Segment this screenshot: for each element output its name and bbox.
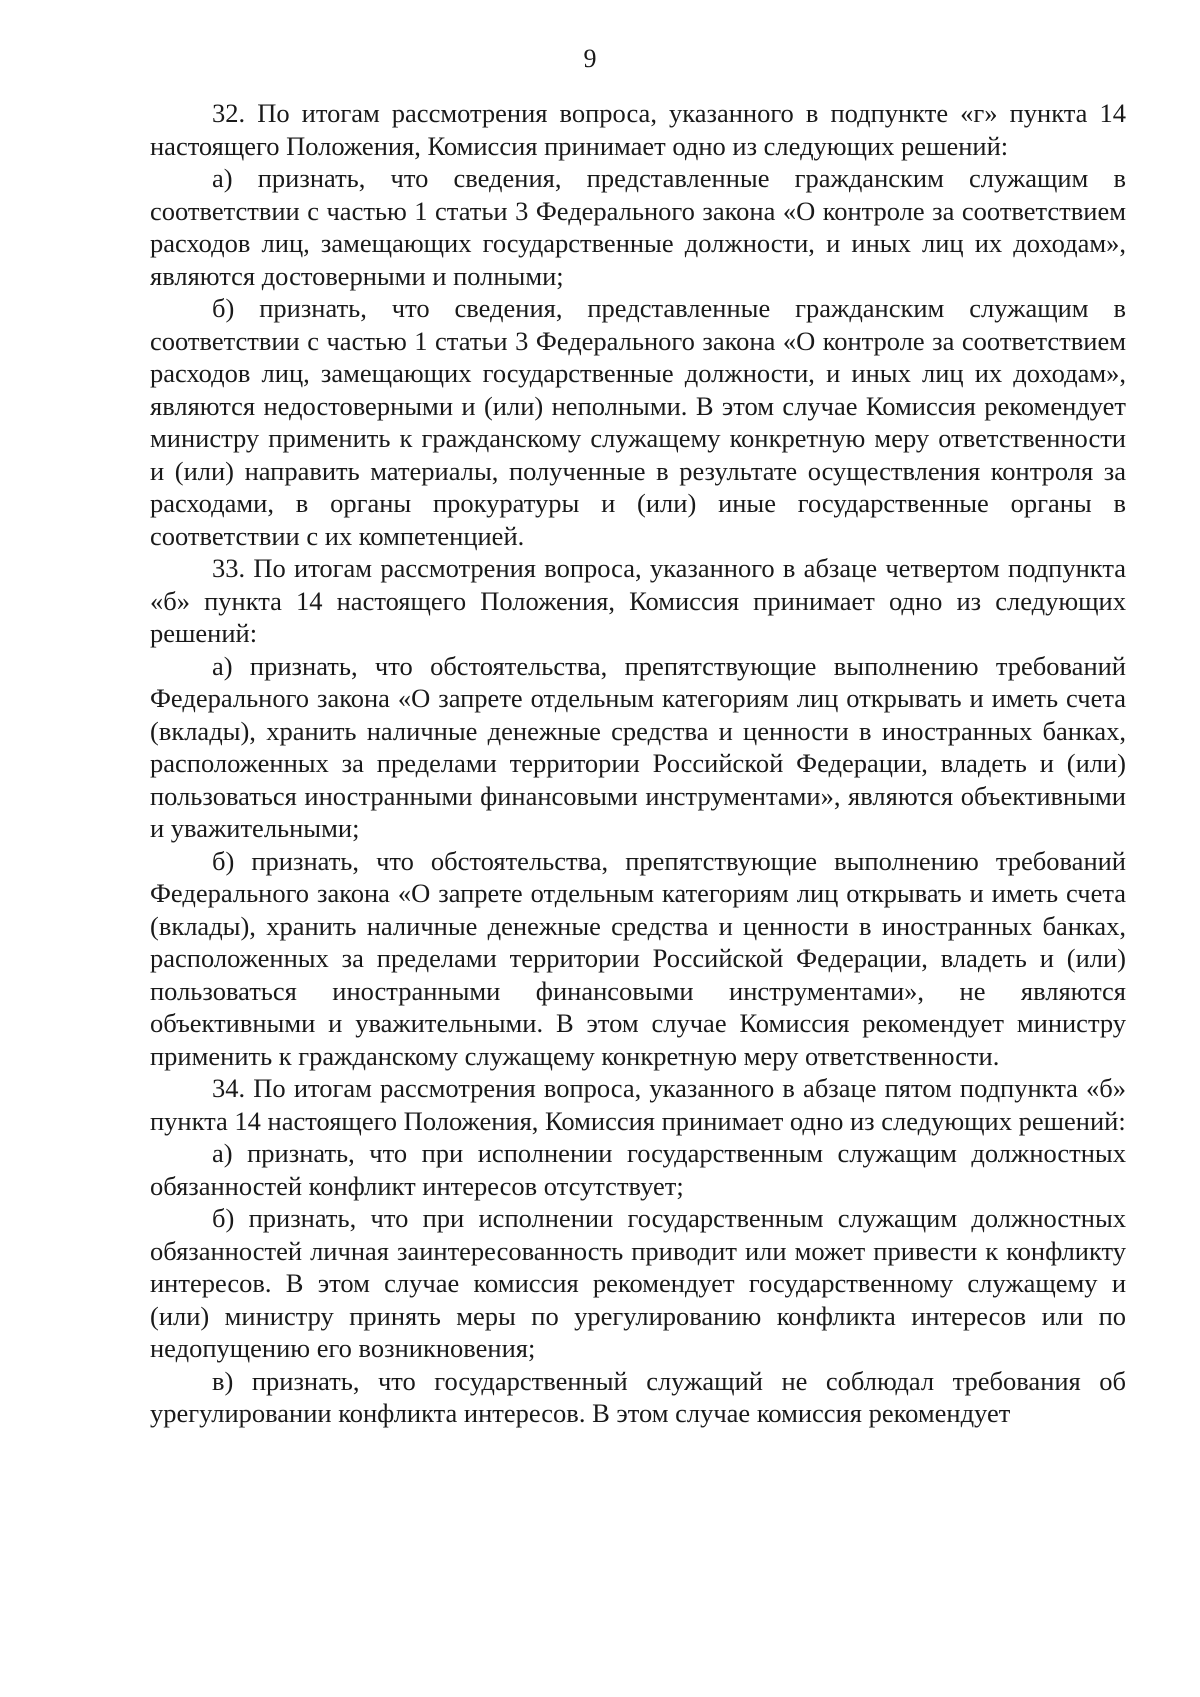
- paragraph-34-v: в) признать, что государственный служащий не соблюдал требования об урегулировании конфликта интересов. В этом случае комиссия рекомендует: [150, 1365, 1126, 1428]
- paragraph-34-b: б) признать, что при исполнении государственным служащим должностных обязанностей личная заинтересованность приводит или может привести к конфликту интересов. В этом случае комиссия рекомендует государственному служащему и (или) министру принять меры по урегулированию конфликта интересов или по недопущению его возникновения;: [150, 1203, 1126, 1363]
- page-number: 9: [583, 44, 597, 73]
- paragraph-32-a: а) признать, что сведения, представленные гражданским служащим в соответствии с частью 1 статьи 3 Федерального закона «О контроле за соответствием расходов лиц, замещающих государственные должности, и иных лиц их доходам», являются достоверными и полными;: [150, 163, 1126, 291]
- paragraph-33-b: б) признать, что обстоятельства, препятствующие выполнению требований Федерального закона «О запрете отдельным категориям лиц открывать и иметь счета (вклады), хранить наличные денежные средства и ценности в иностранных банках, расположенных за пределами территории Российской Федерации, владеть и (или) пользоваться иностранными финансовыми инструментами», не являются объективными и уважительными. В этом случае Комиссия рекомендует министру применить к гражданскому служащему конкретную меру ответственности.: [150, 845, 1126, 1071]
- paragraph-34: 34. По итогам рассмотрения вопроса, указанного в абзаце пятом подпункта «б» пункта 14 настоящего Положения, Комиссия принимает одно из следующих решений:: [150, 1073, 1126, 1136]
- paragraph-32-b: б) признать, что сведения, представленные гражданским служащим в соответствии с частью 1 статьи 3 Федерального закона «О контроле за соответствием расходов лиц, замещающих государственные должности, и иных лиц их доходам», являются недостоверными и (или) неполными. В этом случае Комиссия рекомендует министру применить к гражданскому служащему конкретную меру ответственности и (или) направить материалы, полученные в результате осуществления контроля за расходами, в органы прокуратуры и (или) иные государственные органы в соответствии с их компетенцией.: [150, 293, 1126, 551]
- paragraph-33: 33. По итогам рассмотрения вопроса, указанного в абзаце четвертом подпункта «б» пункта 14 настоящего Положения, Комиссия принимает одно из следующих решений:: [150, 553, 1126, 648]
- paragraph-34-a: а) признать, что при исполнении государственным служащим должностных обязанностей конфликт интересов отсутствует;: [150, 1138, 1126, 1201]
- paragraph-33-a: а) признать, что обстоятельства, препятствующие выполнению требований Федерального закона «О запрете отдельным категориям лиц открывать и иметь счета (вклады), хранить наличные денежные средства и ценности в иностранных банках, расположенных за пределами территории Российской Федерации, владеть и (или) пользоваться иностранными финансовыми инструментами», являются объективными и уважительными;: [150, 650, 1126, 843]
- paragraph-32: 32. По итогам рассмотрения вопроса, указанного в подпункте «г» пункта 14 настоящего Положения, Комиссия принимает одно из следующих решений:: [150, 98, 1126, 161]
- document-body: [150, 97, 1126, 1430]
